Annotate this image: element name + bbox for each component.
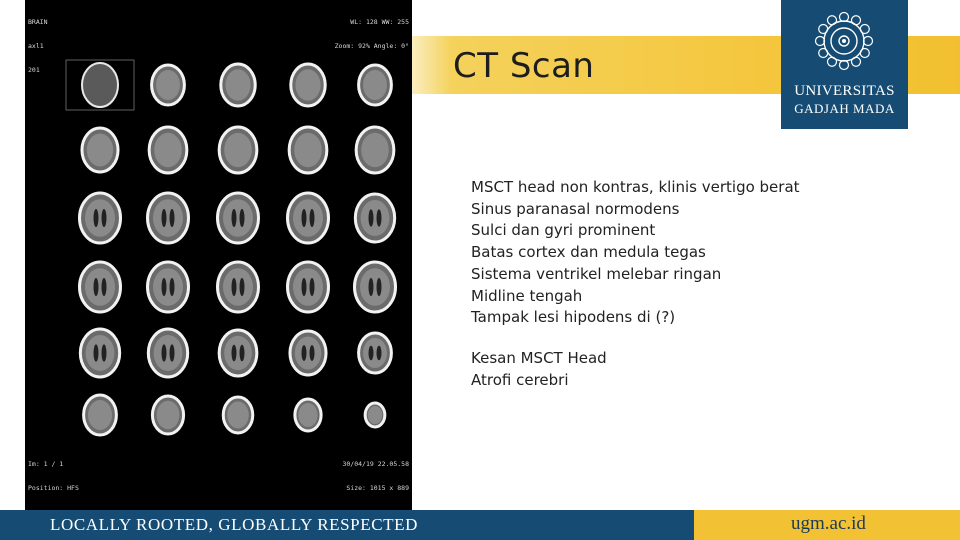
ct-overlay-bottom-left [28, 444, 79, 508]
ct-slice [148, 262, 189, 312]
seal-petal [852, 57, 861, 66]
ct-datetime: 30/04/19 22.05.58 [342, 460, 409, 468]
ct-slice [359, 333, 392, 373]
ct-slice [356, 127, 394, 173]
ct-position: Position: HFS [28, 484, 79, 492]
seal-petal [816, 37, 825, 46]
finding-line: Sinus paranasal normodens [471, 199, 680, 218]
ct-slice [80, 262, 121, 312]
ct-study-label: BRAIN [28, 18, 48, 26]
ct-slice [149, 127, 187, 173]
seal-petal [840, 61, 849, 70]
ct-localizer-head [82, 63, 118, 107]
ct-image-size: Size: 1015 x 889 [346, 484, 409, 492]
finding-line: Midline tengah [471, 286, 583, 305]
ct-slice [218, 262, 259, 312]
seal-petal [840, 13, 849, 22]
ct-image-index: Im: 1 / 1 [28, 460, 64, 468]
logo-text-line2: GADJAH MADA [794, 101, 895, 116]
ct-slice [355, 262, 396, 312]
ct-slice [291, 64, 325, 106]
footer-url-link[interactable]: ugm.ac.id [791, 513, 866, 534]
seal-petal [852, 16, 861, 25]
ct-slice [221, 64, 255, 106]
ct-scan-image [25, 0, 412, 510]
seal-petal [860, 49, 869, 58]
ct-slice [219, 127, 257, 173]
ct-slice [288, 193, 329, 243]
ct-overlay-top-left [28, 2, 48, 90]
ct-slice [223, 397, 253, 433]
impression-heading: Kesan MSCT Head [471, 349, 607, 367]
seal-petal [819, 49, 828, 58]
ct-slice [82, 128, 118, 172]
ct-slice [80, 329, 119, 377]
logo-text-line1: UNIVERSITAS [794, 83, 895, 99]
finding-line: Sulci dan gyri prominent [471, 221, 656, 240]
ct-slice [80, 193, 121, 243]
title-band-fade [412, 36, 452, 94]
finding-line: MSCT head non kontras, klinis vertigo berat [471, 178, 800, 196]
seal-petal [860, 25, 869, 34]
seal-petal [864, 37, 873, 46]
ct-slice [152, 65, 185, 105]
ct-slice [355, 194, 394, 242]
page-title: CT Scan [453, 46, 595, 86]
ct-image-number: 201 [28, 66, 40, 74]
finding-line: Tampak lesi hipodens di (?) [471, 308, 676, 327]
ct-slice [219, 330, 257, 376]
ct-slice [218, 193, 259, 243]
ct-series-label: axl1 [28, 42, 44, 50]
impression-block [471, 348, 607, 391]
finding-line: Sistema ventrikel melebar ringan [471, 264, 722, 283]
ct-slice [365, 403, 385, 427]
seal-petal [828, 16, 837, 25]
finding-line: Batas cortex dan medula tegas [471, 243, 706, 262]
ct-slice [84, 395, 117, 435]
ct-slice [148, 193, 189, 243]
ct-overlay-bottom-right [342, 444, 409, 508]
seal-petal [819, 25, 828, 34]
ct-slice [359, 65, 392, 105]
ct-slice-grid [25, 0, 412, 510]
footer-tagline: LOCALLY ROOTED, GLOBALLY RESPECTED [50, 515, 418, 534]
ct-window-level: WL: 128 WW: 255 [350, 18, 409, 26]
university-seal-icon [811, 8, 877, 74]
ct-slice [152, 396, 183, 434]
ct-slice [288, 262, 329, 312]
ct-overlay-top-right [335, 2, 409, 66]
seal-petal [828, 57, 837, 66]
ct-slice [289, 127, 327, 173]
ct-slice [290, 331, 326, 375]
ct-slice [148, 329, 187, 377]
findings-list [471, 177, 800, 329]
university-logo [781, 0, 908, 129]
ct-zoom-angle: Zoom: 92% Angle: 0° [334, 42, 409, 50]
impression-text: Atrofi cerebri [471, 370, 569, 389]
ct-slice [295, 399, 321, 431]
